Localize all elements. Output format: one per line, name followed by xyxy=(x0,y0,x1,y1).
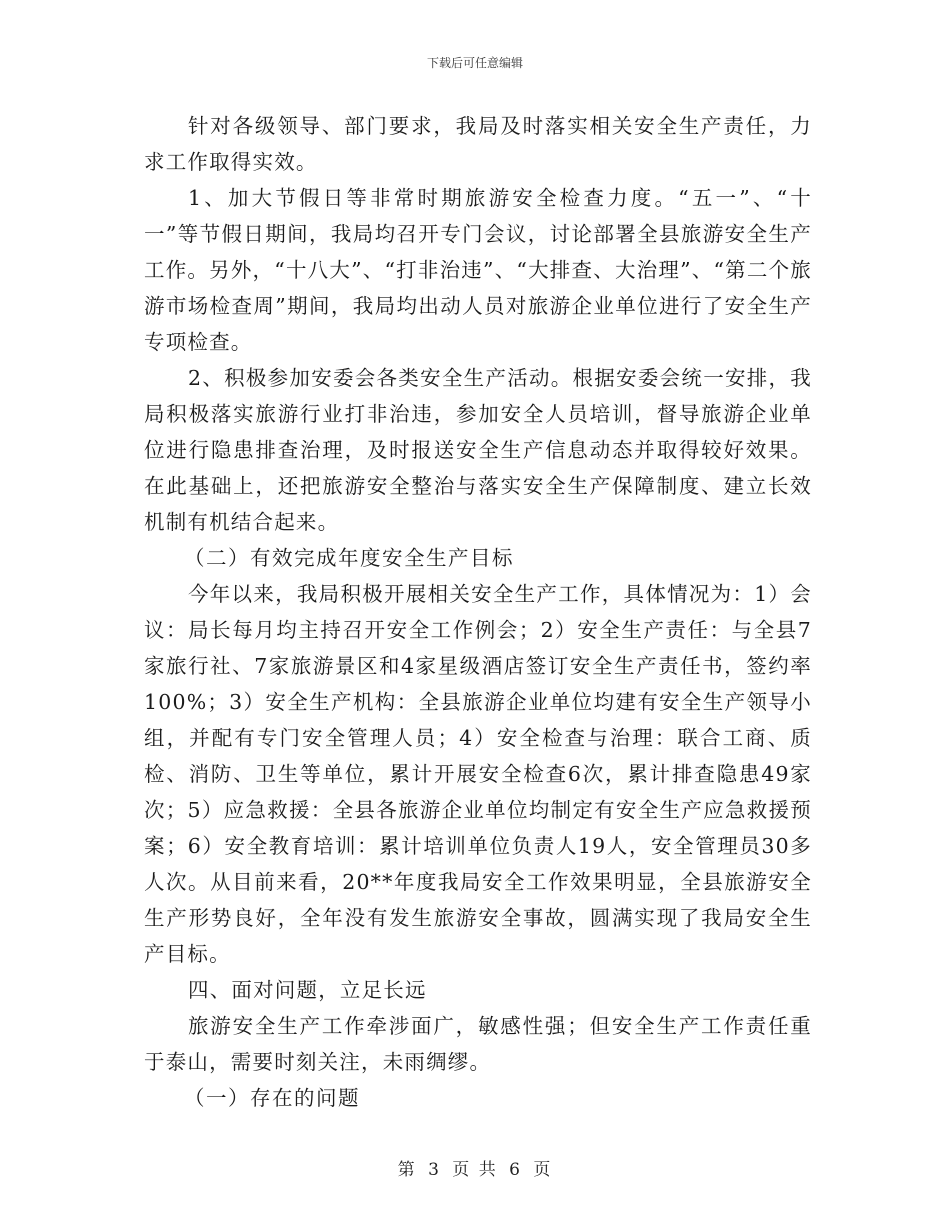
paragraph-item-2: 2、积极参加安委会各类安全生产活动。根据安委会统一安排，我局积极落实旅游行业打非治违，参加安全人员培训，督导旅游企业单位进行隐患排查治理，及时报送安全生产信息动态并取得较好效果。在此基础上，还把旅游安全整治与落实安全生产保障制度、建立长效机制有机结合起来。 xyxy=(144,366,812,534)
paragraph-intro: 针对各级领导、部门要求，我局及时落实相关安全生产责任，力求工作取得实效。 xyxy=(144,114,812,174)
paragraph-annual-summary: 今年以来，我局积极开展相关安全生产工作，具体情况为：1）会议：局长每月均主持召开安全工作例会；2）安全生产责任：与全县7家旅行社、7家旅游景区和4家星级酒店签订安全生产责任书，签约率100%；3）安全生产机构：全县旅游企业单位均建有安全生产领导小组，并配有专门安全管理人员；4）安全检查与治理：联合工商、质检、消防、卫生等单位，累计开展安全检查6次，累计排查隐患49家次；5）应急救援：全县各旅游企业单位均制定有安全生产应急救援预案；6）安全教育培训：累计培训单位负责人19人，安全管理员30多人次。从目前来看，20**年度我局安全工作效果明显，全县旅游安全生产形势良好，全年没有发生旅游安全事故，圆满实现了我局安全生产目标。 xyxy=(144,582,812,966)
page-prefix: 第 xyxy=(397,1160,417,1180)
page-header-note: 下载后可任意编辑 xyxy=(426,56,523,70)
total-pages-number: 6 xyxy=(509,1160,522,1180)
page-suffix: 页 xyxy=(533,1160,553,1180)
paragraph-item-1: 1、加大节假日等非常时期旅游安全检查力度。“五一”、“十一”等节假日期间，我局均召开专门会议，讨论部署全县旅游安全生产工作。另外，“十八大”、“打非治违”、“大排查、大治理”、“第二个旅游市场检查周”期间，我局均出动人员对旅游企业单位进行了安全生产专项检查。 xyxy=(144,186,812,354)
section-heading-4: 四、面对问题，立足长远 xyxy=(188,978,427,1002)
subsection-heading-1: （一）存在的问题 xyxy=(184,1086,360,1110)
page-mid: 页 共 xyxy=(452,1160,498,1180)
page-footer xyxy=(0,1155,950,1180)
document-body xyxy=(144,108,812,1116)
current-page-number: 3 xyxy=(428,1160,441,1180)
paragraph-problems-intro: 旅游安全生产工作牵涉面广，敏感性强；但安全生产工作责任重于泰山，需要时刻关注，未雨绸缪。 xyxy=(144,1014,812,1074)
section-heading-2: （二）有效完成年度安全生产目标 xyxy=(184,546,514,570)
